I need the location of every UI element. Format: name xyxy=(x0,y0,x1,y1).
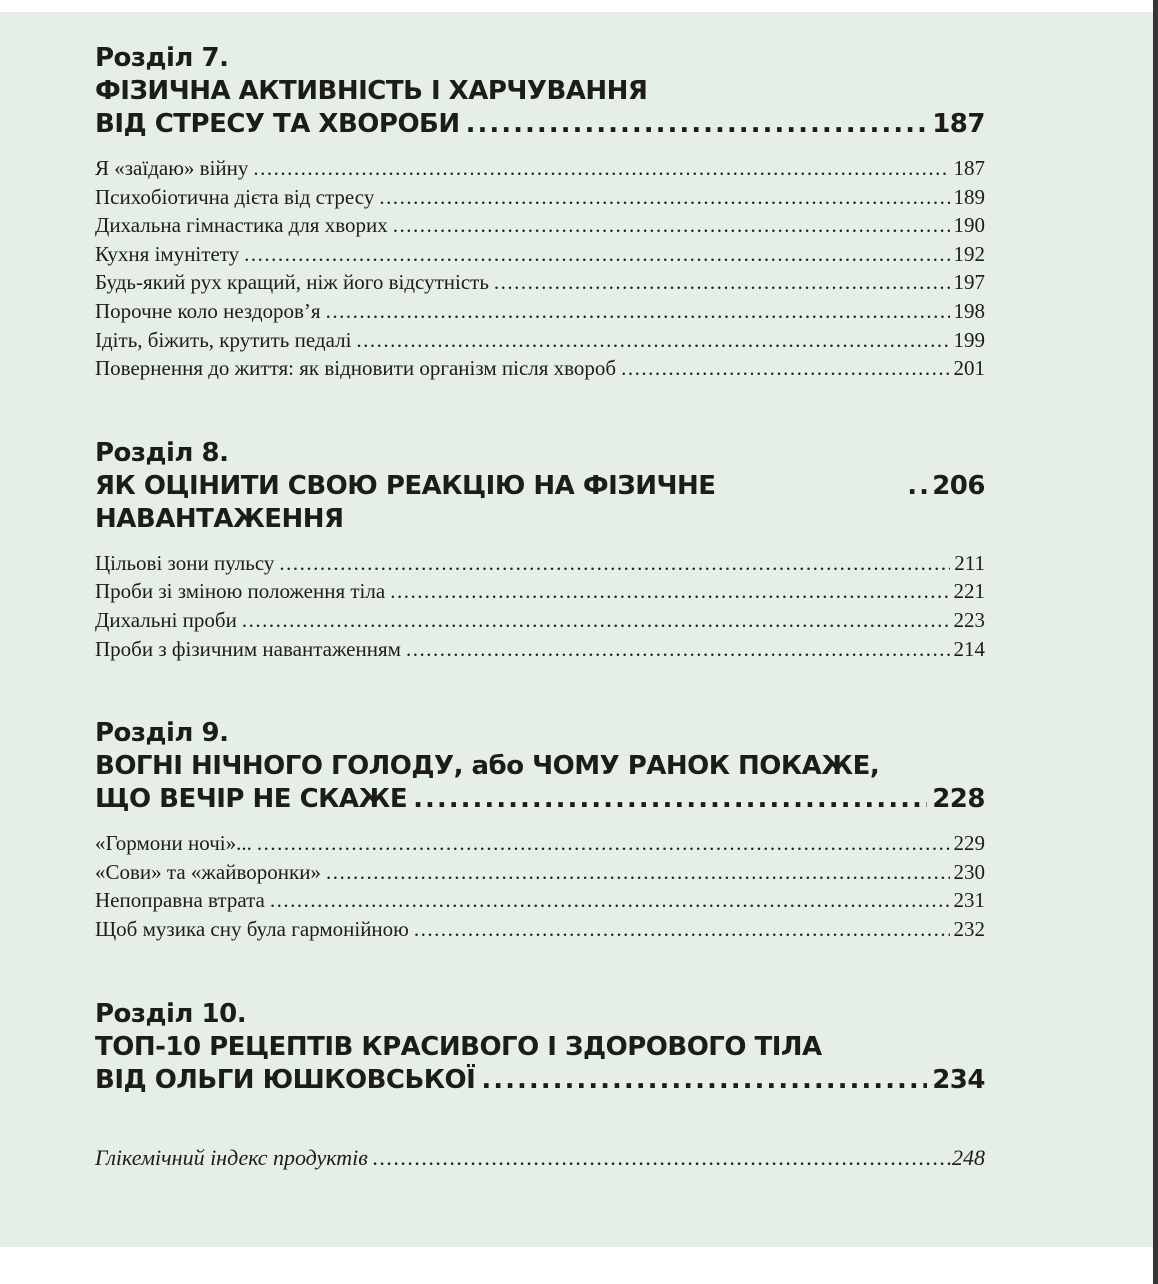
chapter-label: Розділ 8. xyxy=(95,437,229,468)
dot-leader xyxy=(257,829,950,858)
entry-page-number: 248 xyxy=(952,1144,985,1170)
entry-page-number: 230 xyxy=(953,859,985,884)
dot-leader xyxy=(270,886,950,915)
entry-page-number: 221 xyxy=(953,579,985,604)
chapter-title xyxy=(95,750,985,816)
dot-leader xyxy=(356,326,949,355)
entry-page-number: 198 xyxy=(953,298,985,323)
toc-entry xyxy=(95,211,985,240)
entry-title: Ідіть, біжить, крутить педалі xyxy=(95,327,352,352)
toc-sections xyxy=(95,42,985,1097)
dot-leader xyxy=(326,858,950,887)
entry-page-number: 214 xyxy=(953,636,985,661)
toc-entry xyxy=(95,606,985,635)
entry-title: Проби зі зміною положення тіла xyxy=(95,579,386,604)
toc-section xyxy=(95,717,985,943)
chapter-title xyxy=(95,1031,985,1097)
toc-entry xyxy=(95,354,985,383)
chapter-page-number: 187 xyxy=(932,109,985,139)
dot-leader xyxy=(326,297,950,326)
chapter-title xyxy=(95,75,985,141)
toc-entry xyxy=(95,858,985,887)
entry-title: Проби з фізичним навантаженням xyxy=(95,636,401,661)
chapter-title-text: ВІД ОЛЬГИ ЮШКОВСЬКОЇ xyxy=(95,1064,476,1095)
chapter-title-text: ВОГНІ НІЧНОГО ГОЛОДУ, або ЧОМУ РАНОК ПОКАЖЕ, xyxy=(95,751,880,782)
entry-title: Цільові зони пульсу xyxy=(95,550,275,575)
toc-entry xyxy=(95,240,985,269)
dot-leader xyxy=(466,108,928,141)
toc-entry xyxy=(95,915,985,944)
entry-title: Дихальні проби xyxy=(95,607,237,632)
entry-title: Я «заїдаю» війну xyxy=(95,156,249,180)
scan-book-edge xyxy=(1153,0,1158,1284)
toc-entry xyxy=(95,577,985,606)
toc-entry-glycemic-index xyxy=(95,1143,985,1172)
dot-leader xyxy=(393,211,950,240)
toc-section xyxy=(95,42,985,383)
chapter-title-text: ФІЗИЧНА АКТИВНІСТЬ І ХАРЧУВАННЯ xyxy=(95,76,648,106)
chapter-title-text: ВІД СТРЕСУ ТА ХВОРОБИ xyxy=(95,109,460,139)
toc-entry xyxy=(95,635,985,664)
dot-leader xyxy=(481,1064,927,1097)
chapter-title-text: ЩО ВЕЧІР НЕ СКАЖЕ xyxy=(95,784,408,815)
entry-page-number: 189 xyxy=(953,184,985,209)
toc-entries xyxy=(95,154,985,383)
toc-entries xyxy=(95,829,985,943)
chapter-label: Розділ 9. xyxy=(95,718,229,749)
entry-page-number: 231 xyxy=(953,888,985,913)
table-of-contents xyxy=(0,12,1153,1172)
dot-leader xyxy=(494,268,950,297)
dot-leader xyxy=(621,354,949,383)
toc-section xyxy=(95,998,985,1097)
toc-entry xyxy=(95,549,985,578)
entry-page-number: 192 xyxy=(953,241,985,266)
toc-entry xyxy=(95,297,985,326)
book-page-sheet xyxy=(0,12,1153,1247)
toc-entry xyxy=(95,829,985,858)
entry-title: Дихальна гімнастика для хворих xyxy=(95,213,388,238)
chapter-title xyxy=(95,470,985,536)
chapter-title-line xyxy=(95,75,985,108)
entry-title: Непоправна втрата xyxy=(95,888,265,913)
dot-leader xyxy=(279,549,950,578)
toc-entry xyxy=(95,268,985,297)
chapter-title-line xyxy=(95,750,985,783)
entry-title: «Сови» та «жайворонки» xyxy=(95,859,321,884)
chapter-title-line xyxy=(95,1031,985,1064)
toc-entry xyxy=(95,886,985,915)
toc-entries xyxy=(95,549,985,663)
entry-title: Повернення до життя: як відновити організм після хвороб xyxy=(95,356,617,381)
chapter-title-text: ТОП-10 РЕЦЕПТІВ КРАСИВОГО І ЗДОРОВОГО ТІЛА xyxy=(95,1031,822,1062)
entry-title: Глікемічний індекс продуктів xyxy=(95,1144,368,1170)
entry-page-number: 199 xyxy=(953,327,985,352)
chapter-page-number: 228 xyxy=(932,784,985,815)
entry-title: Щоб музика сну була гармонійною xyxy=(95,916,409,941)
toc-entry xyxy=(95,183,985,212)
chapter-title-text: ЯК ОЦІНИТИ СВОЮ РЕАКЦІЮ НА ФІЗИЧНЕ НАВАНТАЖЕННЯ xyxy=(95,470,716,534)
entry-title: Психобіотична дієта від стресу xyxy=(95,184,375,209)
dot-leader xyxy=(379,183,949,212)
chapter-label: Розділ 7. xyxy=(95,43,229,73)
chapter-title-line xyxy=(95,108,985,141)
dot-leader xyxy=(242,606,950,635)
entry-page-number: 187 xyxy=(953,156,985,180)
entry-page-number: 211 xyxy=(954,550,985,575)
dot-leader xyxy=(390,577,949,606)
entry-page-number: 223 xyxy=(953,607,985,632)
toc-section xyxy=(95,437,985,663)
toc-entry xyxy=(95,326,985,355)
dot-leader xyxy=(406,635,950,664)
dot-leader xyxy=(253,154,949,183)
entry-title: Кухня імунітету xyxy=(95,241,240,266)
entry-title: Порочне коло нездоров’я xyxy=(95,298,321,323)
dot-leader xyxy=(414,915,950,944)
chapter-page-number: 234 xyxy=(932,1064,985,1095)
chapter-page-number: 206 xyxy=(932,470,985,501)
entry-page-number: 229 xyxy=(953,831,985,856)
chapter-title-line xyxy=(95,783,985,816)
entry-page-number: 197 xyxy=(953,270,985,295)
chapter-title-line xyxy=(95,470,985,536)
chapter-title-line xyxy=(95,1064,985,1097)
toc-entry xyxy=(95,154,985,183)
entry-page-number: 232 xyxy=(953,916,985,941)
entry-page-number: 201 xyxy=(953,356,985,381)
dot-leader xyxy=(373,1143,952,1172)
chapter-label: Розділ 10. xyxy=(95,998,247,1029)
entry-page-number: 190 xyxy=(953,213,985,238)
dot-leader xyxy=(244,240,949,269)
dot-leader xyxy=(907,470,927,503)
entry-title: «Гормони ночі»... xyxy=(95,831,252,856)
dot-leader xyxy=(413,783,927,816)
entry-title: Будь-який рух кращий, ніж його відсутність xyxy=(95,270,489,295)
